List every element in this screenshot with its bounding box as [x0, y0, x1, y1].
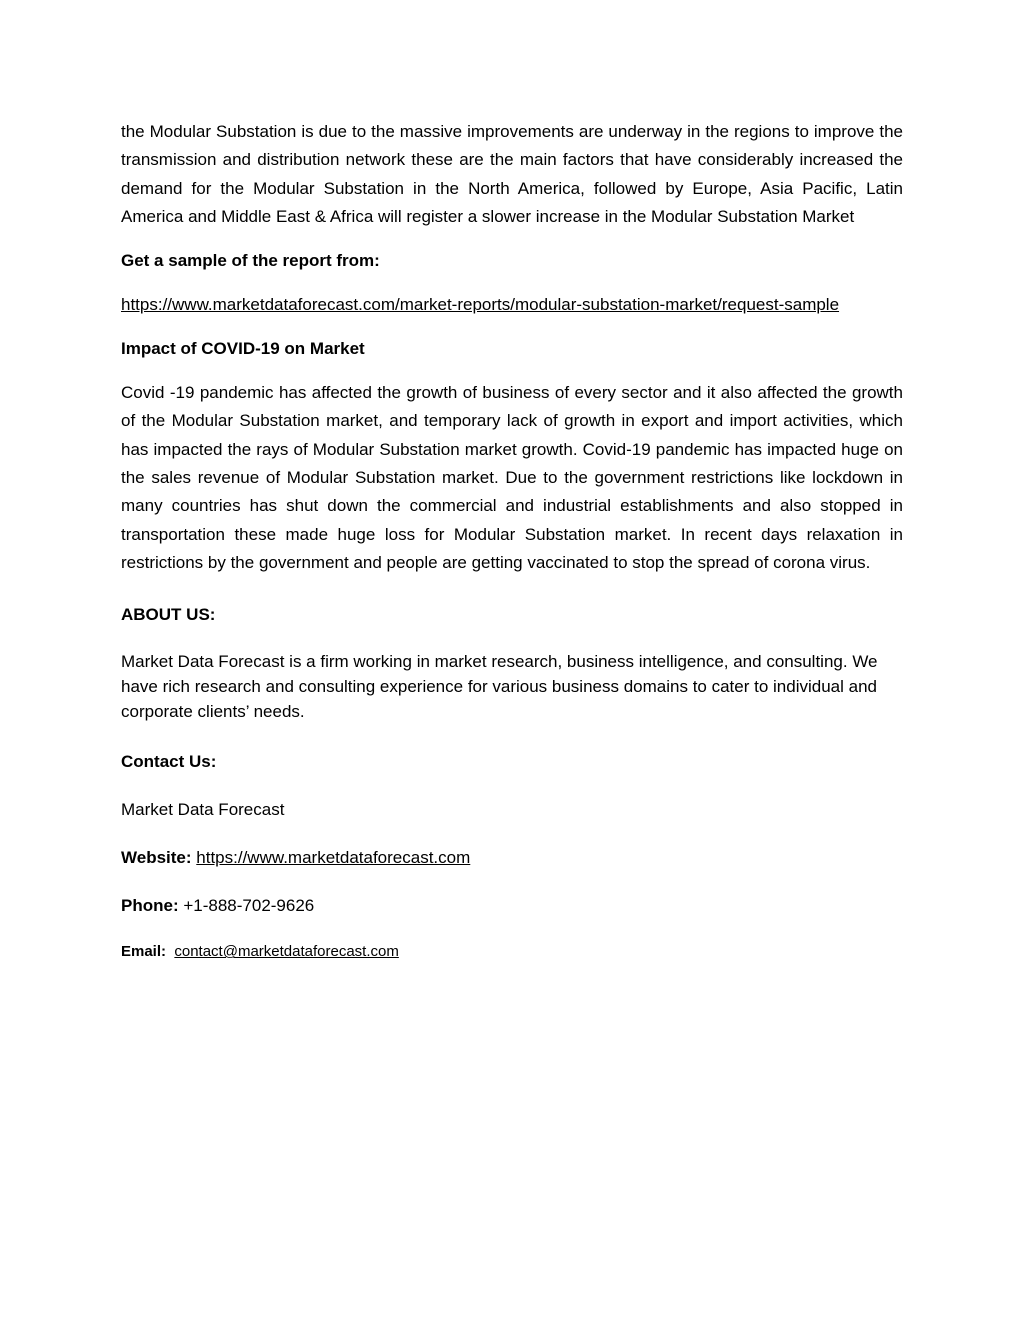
sample-report-link[interactable]: https://www.marketdataforecast.com/market-reports/modular-substation-market/request-sample — [121, 295, 840, 315]
contact-heading: Contact Us: — [121, 752, 217, 772]
email-label: Email: — [121, 943, 167, 961]
covid-heading: Impact of COVID-19 on Market — [121, 339, 365, 359]
email-line — [121, 940, 903, 964]
about-heading: ABOUT US: — [121, 605, 216, 625]
document-body — [121, 118, 903, 964]
website-label: Website: — [121, 848, 192, 868]
sample-heading: Get a sample of the report from: — [121, 251, 380, 271]
email-link[interactable]: contact@marketdataforecast.com — [174, 943, 399, 961]
website-line — [121, 844, 903, 872]
phone-line — [121, 892, 903, 920]
phone-value: +1-888-702-9626 — [183, 896, 315, 916]
about-paragraph: Market Data Forecast is a firm working in market research, business intelligence, and consulting. We have rich research and consulting experience for various business domains to cater to individual and corporate clients’ needs. — [121, 652, 878, 722]
sample-link-paragraph — [121, 291, 903, 319]
intro-paragraph: the Modular Substation is due to the massive improvements are underway in the regions to improve the transmission and distribution network these are the main factors that have considerably increased the demand for the Modular Substation in the North America, followed by Europe, Asia Pacific, Latin America and Middle East & Africa will register a slower increase in the Modular Substation Market — [121, 122, 903, 226]
phone-label: Phone: — [121, 896, 179, 916]
covid-paragraph: Covid -19 pandemic has affected the growth of business of every sector and it also affected the growth of the Modular Substation market, and temporary lack of growth in export and import activities, which has impacted the rays of Modular Substation market growth. Covid-19 pandemic has impacted huge on the sales revenue of Modular Substation market. Due to the government restrictions like lockdown in many countries has shut down the commercial and industrial establishments and also stopped in transportation these made huge loss for Modular Substation market. In recent days relaxation in restrictions by the government and people are getting vaccinated to stop the spread of corona virus. — [121, 383, 903, 572]
company-name: Market Data Forecast — [121, 800, 285, 820]
website-link[interactable]: https://www.marketdataforecast.com — [196, 848, 471, 868]
